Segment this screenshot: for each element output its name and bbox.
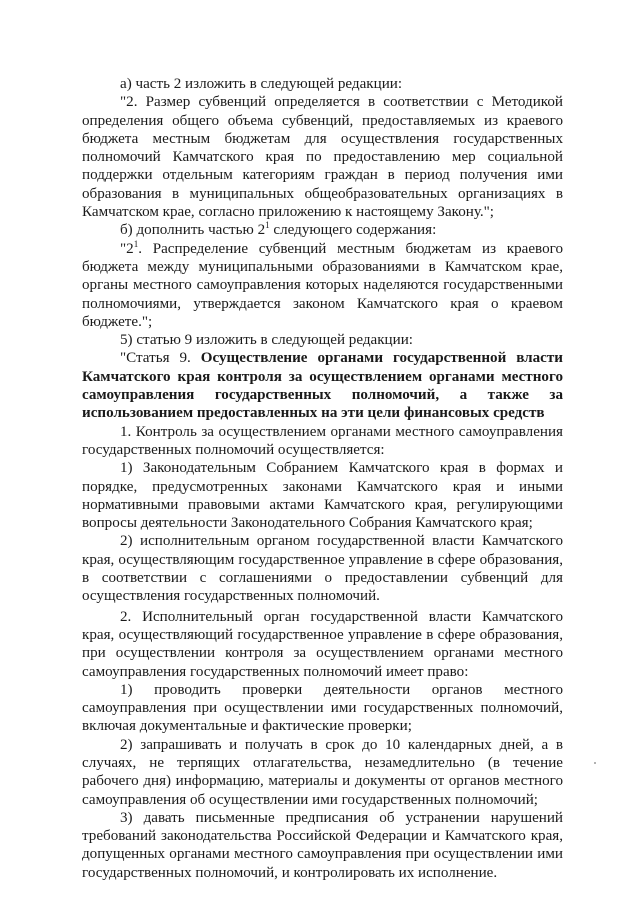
item-a: а) часть 2 изложить в следующей редакции: — [120, 76, 403, 92]
clause-2-item-3: 3) давать письменные предписания об устранении нарушений требований законодательства Российской Федерации и Камчатского края, допущенных органами местного самоуправления при осуществлении ими государственных полномочий, и контролировать их исполнение. — [82, 809, 563, 881]
item-5: 5) статью 9 изложить в следующей редакции: — [120, 332, 413, 349]
article-9-title: Осуществление органами государственной власти Камчатского края контроля за осуществлением органами местного самоуправления государственных полномочий, а также за использованием предоставленных на эти цели финансовых средств — [82, 350, 563, 422]
part-2-text: "2. Размер субвенций определяется в соответствии с Методикой определения общего объема субвенций, предоставляемых из краевого бюджета местным бюджетам для осуществления государственных полномочий Камчатского края по предоставлению мер социальной поддержки отдельным категориям граждан в период получения ими образования в муниципальных общеобразовательных организациях в Камчатском крае, согласно приложению к настоящему Закону."; — [82, 94, 563, 221]
part-2-1-body: . Распределение субвенций местным бюджетам из краевого бюджета между муниципальными образованиями в Камчатском крае, органы местного самоуправления которых наделяются государственными полномочиями, утверждается законом Камчатского края о краевом бюджете."; — [82, 240, 563, 330]
part-2-1-superscript: 1 — [133, 238, 139, 249]
clause-2: 2. Исполнительный орган государственной власти Камчатского края, осуществляющий государственное управление в сфере образования, при осуществлении контроля за осуществлением органами местного самоуправления государственных полномочий имеет право: — [82, 608, 563, 680]
article-9-heading — [82, 349, 563, 422]
part-2-1-prefix: "2 — [120, 240, 134, 257]
clause-2-item-2: 2) запрашивать и получать в срок до 10 календарных дней, а в случаях, не терпящих отлагательства, незамедлительно (в течение рабочего дня) информацию, материалы и документы от органов местного самоуправления об осуществлении ими государственных полномочий; — [82, 736, 563, 808]
clause-1-item-1: 1) Законодательным Собранием Камчатского края в формах и порядке, предусмотренных законами Камчатского края и иными нормативными правовыми актами Камчатского края, регулирующими вопросы деятельности Законодательного Собрания Камчатского края; — [82, 460, 563, 532]
item-b — [82, 221, 563, 239]
clause-1: 1. Контроль за осуществлением органами местного самоуправления государственных полномочий осуществляется: — [82, 423, 563, 458]
item-b-prefix: б) дополнить частью 2 — [120, 222, 266, 239]
clause-1-item-2: 2) исполнительным органом государственной власти Камчатского края, осуществляющим государственное управление в сфере образования, в соответствии с соглашениями о предоставлении субвенций для осуществления государственных полномочий. — [82, 533, 563, 605]
article-9-label: "Статья 9. — [120, 350, 201, 367]
clause-2-item-1: 1) проводить проверки деятельности органов местного самоуправления при осуществлении ими государственных полномочий, включая документальные и фактические проверки; — [82, 681, 563, 735]
part-2-1-text — [82, 240, 563, 331]
item-b-superscript: 1 — [265, 220, 270, 231]
scan-speck — [594, 762, 596, 764]
document-body — [82, 75, 563, 882]
item-b-suffix: следующего содержания: — [269, 222, 437, 239]
